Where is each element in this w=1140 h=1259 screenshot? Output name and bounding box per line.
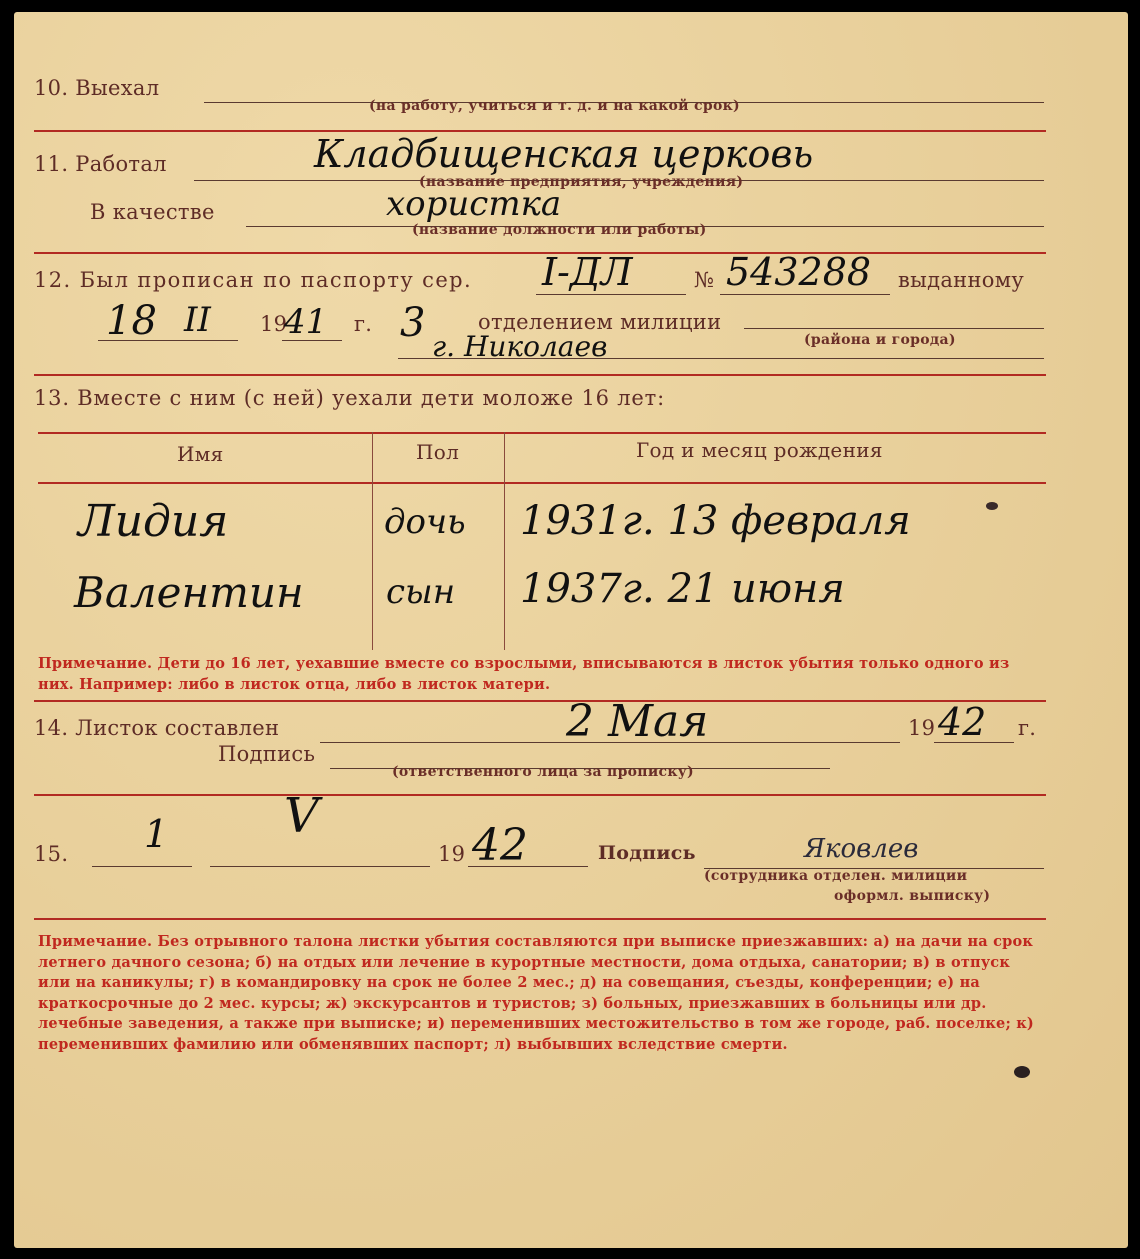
- divider-12: [34, 374, 1046, 376]
- child-1-name: Лидия: [78, 496, 229, 547]
- workplace-value: Кладбищенская церковь: [314, 132, 814, 176]
- sign-15-label: Подпись: [598, 842, 696, 864]
- month-15-line: [210, 866, 430, 867]
- role-value: хористка: [386, 184, 562, 224]
- field-10-label: 10. Выехал: [34, 76, 160, 100]
- issue-year-line: [282, 340, 342, 341]
- stamp-year-line: [468, 866, 588, 867]
- field-14-label: 14. Листок составлен: [34, 716, 280, 740]
- child-2-sex: сын: [386, 572, 456, 612]
- table-header-rule: [38, 482, 1046, 484]
- child-1-birth: 1931г. 13 февраля: [520, 498, 911, 544]
- issued-label: выданному: [898, 268, 1025, 292]
- number-line: [720, 294, 890, 295]
- officer-signature: Яковлев: [804, 834, 919, 864]
- workplace-hint: (название предприятия, учреждения): [419, 174, 744, 190]
- sign-15-hint-2: оформл. выписку): [834, 888, 991, 904]
- compiled-year-line: [934, 742, 1014, 743]
- sign-14-hint: (ответственного лица за прописку): [392, 764, 694, 780]
- child-2-name: Валентин: [74, 568, 304, 617]
- city-hint: (района и города): [804, 332, 956, 348]
- compiled-year-prefix: 19: [908, 716, 936, 740]
- departure-form-card: [14, 12, 1128, 1248]
- police-dept-label: отделением милиции: [478, 310, 722, 334]
- stamp-year-prefix: 19: [438, 842, 466, 866]
- compiled-year-value: 42: [938, 700, 987, 744]
- issue-day-value: 18: [106, 298, 157, 344]
- ink-spot: [986, 502, 998, 510]
- divider-11: [34, 252, 1046, 254]
- col-birth-header: Год и месяц рождения: [636, 438, 883, 462]
- divider-15: [34, 918, 1046, 920]
- stamp-month-value: V: [284, 788, 319, 844]
- role-label: В качестве: [90, 200, 215, 224]
- col-sex-header: Пол: [416, 440, 460, 464]
- city-line: [398, 358, 1044, 359]
- sign-15-hint-1: (сотрудника отделен. милиции: [704, 868, 968, 884]
- field-10-hint: (на работу, учиться и т. д. и на какой срок): [369, 98, 740, 114]
- divider-13: [34, 700, 1046, 702]
- sign-14-label: Подпись: [218, 742, 316, 766]
- col-name-header: Имя: [177, 442, 224, 466]
- compiled-date-value: 2 Мая: [566, 696, 709, 747]
- field-15-label: 15.: [34, 842, 69, 866]
- divider-14: [34, 794, 1046, 796]
- issue-month-value: II: [184, 300, 211, 340]
- table-col-sep-2: [504, 432, 505, 650]
- passport-number-value: 543288: [726, 250, 872, 294]
- field-11-label: 11. Работал: [34, 152, 167, 176]
- children-note: Примечание. Дети до 16 лет, уехавшие вместе со взрослыми, вписываются в листок убытия только одного из них. Например: либо в листок отца, либо в листок матери.: [38, 655, 1010, 693]
- issue-year-suffix: г.: [354, 312, 373, 336]
- passport-series-value: I-ДЛ: [542, 250, 633, 294]
- role-hint: (название должности или работы): [412, 222, 707, 238]
- child-1-sex: дочь: [384, 502, 466, 542]
- footer-note: Примечание. Без отрывного талона листки убытия составляются при выписке приезжавших: а) на дачи на срок летнего дачного сезона; б) на отдых или лечение в курортные местности, дома отдыха, санатории; в) в отпуск или на каникулы; г) в командировку на срок не более 2 мес.; д) на совещания, съезды, конференции; е) на краткосрочные до 2 мес. курсы; ж) экскурсантов и туристов; з) больных, приезжавших в больницы или др. лечебные заведения, а также при выписке; и) переменивших местожительство в том же городе, раб. поселке; к) переменивших фамилию или обменявших паспорт; л) выбывших вследствие смерти.: [38, 933, 1034, 1053]
- city-value: г. Николаев: [432, 330, 608, 363]
- field-13-label: 13. Вместе с ним (с ней) уехали дети моложе 16 лет:: [34, 386, 665, 410]
- ink-spot-2: [1014, 1066, 1030, 1078]
- issue-year-prefix: 19: [260, 312, 288, 336]
- child-2-birth: 1937г. 21 июня: [520, 566, 845, 612]
- police-dept-value: 3: [400, 300, 426, 346]
- compiled-year-suffix: г.: [1018, 716, 1037, 740]
- series-line: [536, 294, 686, 295]
- issue-daymonth-line: [98, 340, 238, 341]
- number-sign: №: [694, 268, 715, 292]
- field-12-label: 12. Был прописан по паспорту сер.: [34, 268, 473, 292]
- issue-year-value: 41: [284, 302, 328, 342]
- table-top-rule: [38, 432, 1046, 434]
- day-15-line: [92, 866, 192, 867]
- dept-line: [744, 328, 1044, 329]
- stamp-day-value: 1: [144, 812, 169, 856]
- table-col-sep-1: [372, 432, 373, 650]
- stamp-year-value: 42: [472, 820, 528, 871]
